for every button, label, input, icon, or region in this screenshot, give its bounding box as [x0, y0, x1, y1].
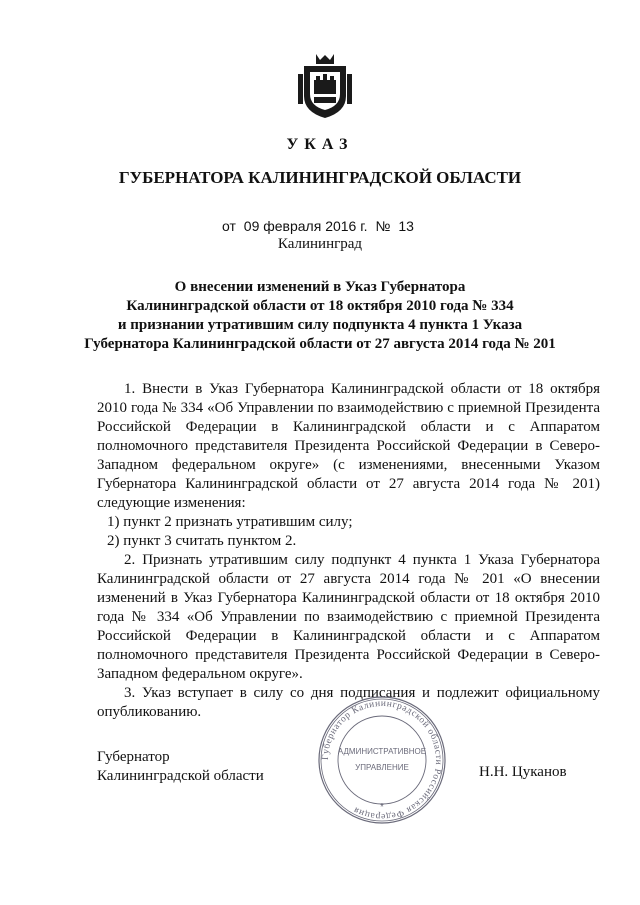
- paragraph-3: 3. Указ вступает в силу со дня подписания и подлежит официальному опубликованию.: [97, 685, 600, 720]
- subitem-1: 1) пункт 2 признать утратившим силу;: [107, 514, 353, 530]
- coat-of-arms-icon: [296, 52, 354, 120]
- date-prefix: от: [222, 218, 236, 234]
- document-body: [97, 380, 600, 722]
- document-issuer: ГУБЕРНАТОРА КАЛИНИНГРАДСКОЙ ОБЛАСТИ: [118, 168, 522, 187]
- subject-line: О внесении изменений в Указ Губернатора: [174, 279, 466, 295]
- subject-line: и признании утратившим силу подпункта 4 пункта 1 Указа: [117, 317, 523, 333]
- subitem-2: 2) пункт 3 считать пунктом 2.: [107, 533, 297, 549]
- document-place: Калининград: [277, 236, 363, 252]
- seal-outer-text: Губернатор Калининградской области Российская Федерация: [320, 698, 444, 822]
- document-type: УКАЗ: [286, 136, 354, 153]
- signatory-name: Н.Н. Цуканов: [479, 764, 567, 780]
- signatory-title-line1: Губернатор: [97, 749, 170, 765]
- document-date: 09 февраля 2016 г.: [243, 218, 368, 234]
- signatory-title: [97, 748, 264, 786]
- official-seal: [316, 694, 448, 826]
- seal-inner-line2: УПРАВЛЕНИЕ: [355, 763, 409, 772]
- document-subject: [0, 278, 640, 354]
- subject-line: Губернатора Калининградской области от 27 августа 2014 года № 201: [84, 336, 556, 352]
- subject-line: Калининградской области от 18 октября 2010 года № 334: [126, 298, 514, 314]
- seal-star: *: [380, 802, 384, 813]
- paragraph-1: 1. Внести в Указ Губернатора Калининградской области от 18 октября 2010 года № 334 «Об Управлении по взаимодействию с приемной Президента Российской Федерации в Калининградской области и с Аппаратом полномочного представителя Президента Российской Федерации в Северо-Западном федеральном округе» (с изменениями, внесенными Указом Губернатора Калининградской области от 27 августа 2014 года № 201) следующие изменения:: [97, 381, 600, 511]
- seal-inner-line1: АДМИНИСТРАТИВНОЕ: [337, 747, 427, 756]
- number-sign: №: [375, 218, 391, 234]
- document-number: 13: [398, 218, 414, 234]
- paragraph-2: 2. Признать утратившим силу подпункт 4 пункта 1 Указа Губернатора Калининградской области от 27 августа 2014 года № 201 «О внесении изменений в Указ Губернатора Калининградской области от 18 октября 2010 года № 334 «Об Управлении по взаимодействию с приемной Президента Российской Федерации в Калининградской области и с Аппаратом полномочного представителя Президента Российской Федерации в Северо-Западном федеральном округе».: [97, 552, 600, 682]
- date-line: [222, 218, 418, 234]
- signatory-title-line2: Калининградской области: [97, 768, 264, 784]
